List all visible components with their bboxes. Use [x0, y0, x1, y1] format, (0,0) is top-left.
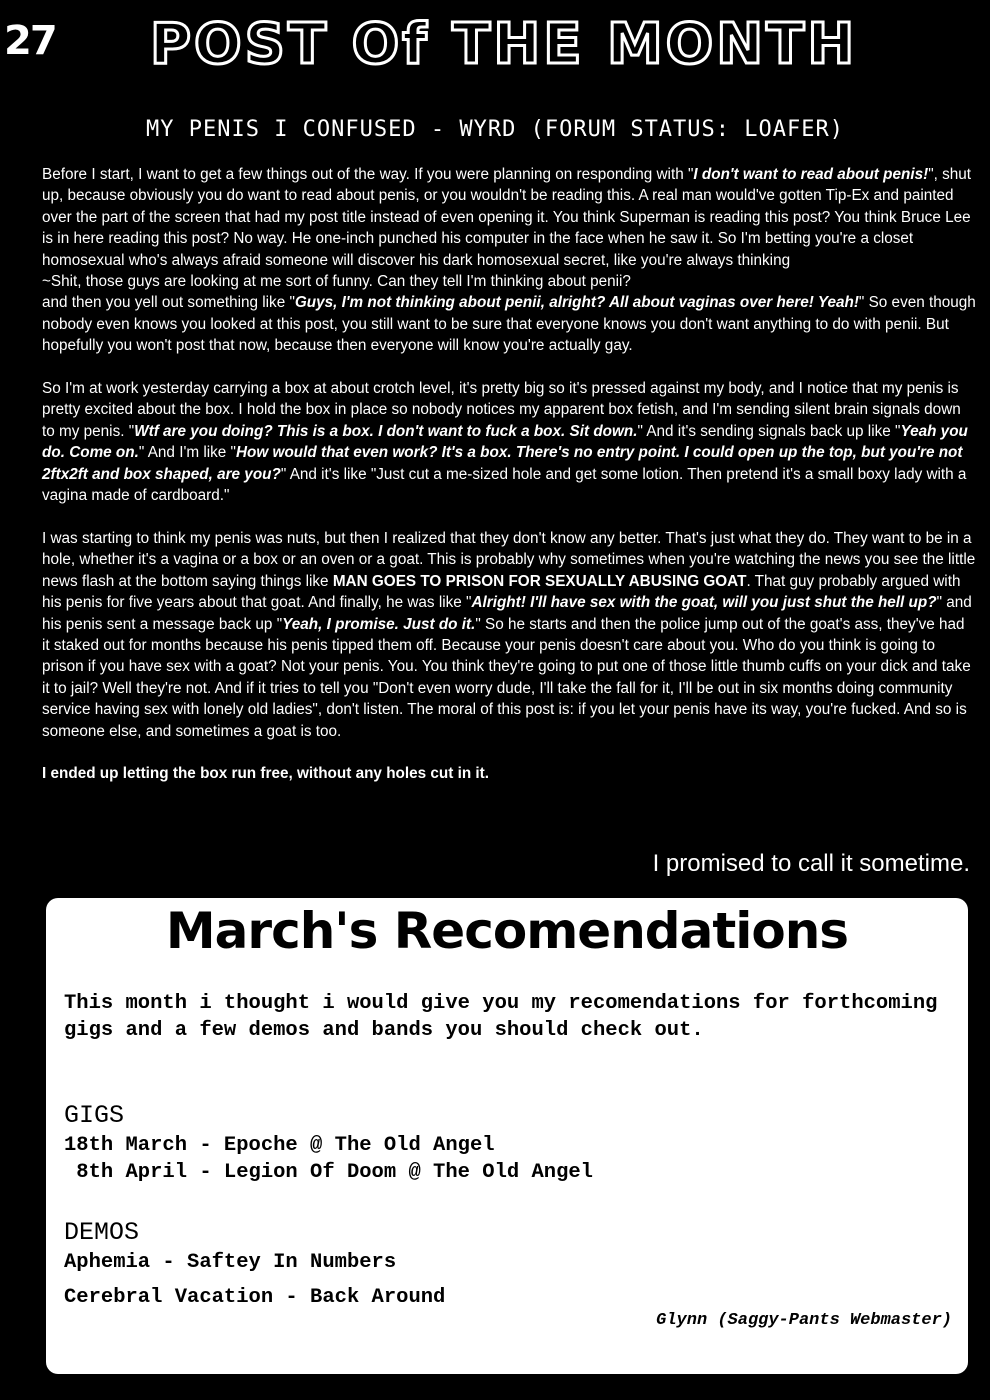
- page-number: 27: [4, 18, 56, 64]
- post-quote: Guys, I'm not thinking about penii, alright? All about vaginas over here! Yeah!: [294, 294, 859, 312]
- post-paragraph: [42, 528, 976, 742]
- post-closing-text: I ended up letting the box run free, without any holes cut in it.: [42, 765, 490, 783]
- demo-item: Aphemia - Saftey In Numbers: [64, 1251, 397, 1274]
- post-title: MY PENIS I CONFUSED - WYRD (FORUM STATUS: LOAFER): [145, 117, 844, 142]
- gig-item: 8th April - Legion Of Doom @ The Old Angel: [64, 1161, 593, 1184]
- post-headline: MAN GOES TO PRISON FOR SEXUALLY ABUSING GOAT: [332, 572, 747, 590]
- post-text: " So he starts and then the police jump out of the goat's ass, they've had it staked out for months because his penis tipped them off. Because your penis doesn't care about you. Who do you think is going to prison if you have sex with a goat? Not your penis. You. You think they're going to put one of those little thumb cuffs on your dick and take it to jail? Well they're not. And if it tries to tell you "Don't even worry dude, I'll take the fall for it, I'll be out in six months doing community service having sex with lonely old ladies", don't listen. The moral of this post is: if you let your penis have its way, you're fucked. And so is someone else, and sometimes a goat is too.: [42, 615, 971, 740]
- recommendations-signature: Glynn (Saggy-Pants Webmaster): [656, 1311, 952, 1330]
- post-text: " And it's like "Just cut a me-sized hole and get some lotion. Then pretend it's a small boxy lady with a vagina made of cardboard.": [42, 465, 967, 505]
- post-quote: How would that even work? It's a box. There's no entry point. I could open up the top, but you're not 2ftx2ft and box shaped, are you?: [42, 444, 963, 483]
- post-quote: Yeah, I promise. Just do it.: [282, 615, 476, 633]
- masthead-title: POST Of THE MONTH: [150, 12, 858, 77]
- post-text: and then you yell out something like ": [42, 294, 295, 312]
- post-quote: I don't want to read about penis!: [693, 166, 929, 183]
- demos-heading: DEMOS: [64, 1218, 140, 1247]
- post-text: " And it's sending signals back up like ": [637, 422, 901, 440]
- post-quote: Alright! I'll have sex with the goat, will you just shut the hell up?: [471, 594, 937, 612]
- post-text: " and his penis sent a message back up ": [42, 594, 972, 633]
- post-caption: I promised to call it sometime.: [652, 850, 970, 877]
- post-paragraph: [42, 164, 976, 357]
- post-text: " So even though nobody even knows you looked at this post, you still want to be sure that everyone knows you don't want anything to do with penii. But hopefully you won't post that now, because then everyone will know you're actually gay.: [42, 294, 976, 355]
- post-body: [42, 164, 976, 806]
- recommendations-box: [46, 898, 968, 1374]
- recommendations-title: March's Recomendations: [165, 902, 849, 960]
- gigs-heading: GIGS: [64, 1101, 125, 1130]
- post-quote: Wtf are you doing? This is a box. I don't want to fuck a box. Sit down.: [134, 422, 638, 440]
- post-paragraph: [42, 378, 976, 506]
- post-text: Before I start, I want to get a few things out of the way. If you were planning on responding with ": [42, 166, 694, 183]
- demo-item: Cerebral Vacation - Back Around: [64, 1286, 446, 1309]
- post-text: ~Shit, those guys are looking at me sort of funny. Can they tell I'm thinking about penii?: [42, 273, 631, 291]
- post-text: So I'm at work yesterday carrying a box at about crotch level, it's pretty big so it's pressed against my body, and I notice that my penis is pretty excited about the box. I hold the box in place so nobody notices my apparent box fetish, and I'm sending silent brain signals down to my penis. ": [42, 380, 961, 440]
- post-text: " And I'm like ": [138, 444, 236, 462]
- post-text: . That guy probably argued with his penis for five years about that goat. And finally, he was like ": [42, 572, 961, 612]
- gig-item: 18th March - Epoche @ The Old Angel: [64, 1134, 495, 1157]
- recommendations-intro: This month i thought i would give you my recomendations for forthcoming gigs and a few demos and bands you should check out.: [64, 992, 938, 1042]
- post-closing: [42, 763, 976, 784]
- post-text: I was starting to think my penis was nuts, but then I realized that they don't know any better. That's just what they do. They want to be in a hole, whether it's a vagina or a box or an oven or a goat. This is probably why sometimes when you're watching the news you see the little news flash at the bottom saying things like: [42, 529, 976, 590]
- post-text: ", shut up, because obviously you do want to read about penis, or you wouldn't be reading this. A real man would've gotten Tip-Ex and painted over the part of the screen that had my post title instead of even opening it. You think Superman is reading this post? You think Bruce Lee is in here reading this post? No way. He one-inch punched his computer in the face when he saw it. So I'm betting you're a closet homosexual who's always afraid someone will discover his dark homosexual secret, like you're always thinking: [42, 166, 972, 269]
- post-quote: Yeah you do. Come on.: [42, 422, 968, 462]
